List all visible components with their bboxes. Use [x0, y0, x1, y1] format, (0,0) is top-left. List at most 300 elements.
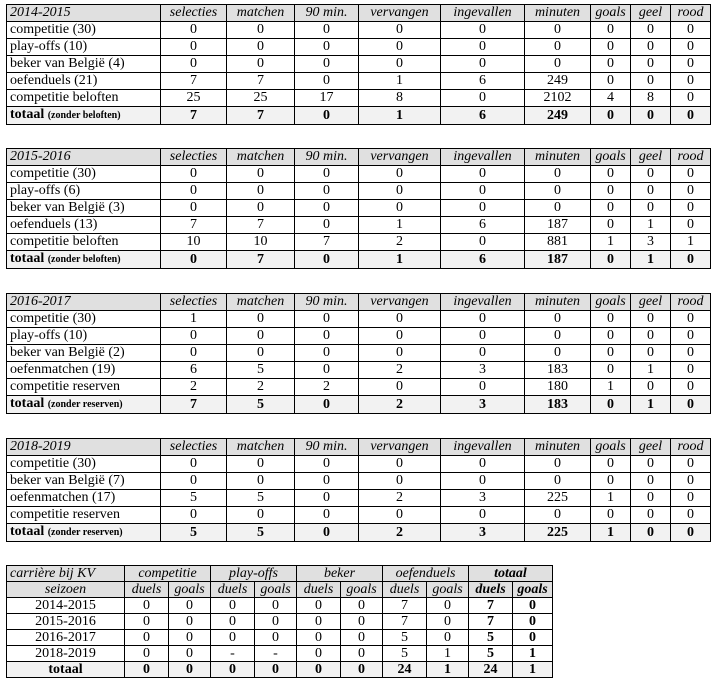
stat-cell: 0	[525, 507, 591, 524]
career-total-cell: 24	[383, 662, 427, 678]
stat-cell: 0	[631, 473, 671, 490]
total-cell: 6	[441, 251, 525, 269]
stat-cell: 0	[227, 22, 295, 39]
career-subheader: duels	[125, 582, 169, 598]
stat-cell: 0	[359, 507, 441, 524]
stat-cell: 0	[671, 456, 711, 473]
career-total-cell: 0	[341, 662, 383, 678]
table-row	[7, 73, 711, 90]
career-season: 2015-2016	[7, 614, 125, 630]
season-title: 2015-2016	[7, 149, 161, 166]
column-header: rood	[671, 294, 711, 311]
career-cell: 0	[169, 614, 211, 630]
career-cell: 0	[125, 614, 169, 630]
career-total-cell: 24	[469, 662, 513, 678]
stat-cell: 0	[671, 200, 711, 217]
stat-cell: 0	[631, 345, 671, 362]
row-label: competitie reserven	[7, 507, 161, 524]
stat-cell: 0	[295, 345, 359, 362]
career-cell: 0	[125, 598, 169, 614]
stat-cell: 2102	[525, 90, 591, 107]
row-label: oefenmatchen (19)	[7, 362, 161, 379]
stat-cell: 3	[631, 234, 671, 251]
total-label-text: totaal	[10, 251, 45, 266]
career-cell: 5	[469, 630, 513, 646]
column-header: 90 min.	[295, 439, 359, 456]
stat-cell: 0	[441, 166, 525, 183]
career-cell: 5	[383, 630, 427, 646]
stat-cell: 5	[227, 362, 295, 379]
row-label: oefenduels (21)	[7, 73, 161, 90]
total-label	[7, 107, 161, 125]
column-header: goals	[591, 294, 631, 311]
stat-cell: 0	[591, 56, 631, 73]
total-cell: 7	[227, 107, 295, 125]
row-label: competitie reserven	[7, 379, 161, 396]
stat-cell: 0	[591, 456, 631, 473]
stat-cell: 0	[441, 311, 525, 328]
career-subheader-row	[7, 582, 553, 598]
career-subheader: goals	[427, 582, 469, 598]
stat-cell: 2	[359, 362, 441, 379]
stat-cell: 1	[631, 217, 671, 234]
total-cell: 7	[161, 396, 227, 414]
career-cell: -	[255, 646, 297, 662]
stat-cell: 6	[441, 217, 525, 234]
stat-cell: 0	[359, 183, 441, 200]
stat-cell: 0	[671, 166, 711, 183]
total-label-sub: (zonder reserven)	[47, 527, 123, 538]
total-cell: 0	[671, 107, 711, 125]
row-label: play-offs (10)	[7, 39, 161, 56]
stat-cell: 0	[161, 345, 227, 362]
career-group-header: beker	[297, 566, 383, 582]
career-row	[7, 598, 553, 614]
stat-cell: 0	[591, 166, 631, 183]
table-row	[7, 362, 711, 379]
stat-cell: 0	[359, 39, 441, 56]
stat-cell: 0	[631, 311, 671, 328]
stat-cell: 0	[295, 456, 359, 473]
stat-cell: 1	[591, 234, 631, 251]
total-label	[7, 524, 161, 542]
stat-cell: 10	[227, 234, 295, 251]
stat-cell: 0	[525, 311, 591, 328]
stat-cell: 7	[295, 234, 359, 251]
row-label: play-offs (10)	[7, 328, 161, 345]
total-row	[7, 524, 711, 542]
stat-cell: 2	[161, 379, 227, 396]
season-header-row	[7, 5, 711, 22]
column-header: minuten	[525, 294, 591, 311]
stat-cell: 0	[359, 345, 441, 362]
stat-cell: 0	[671, 379, 711, 396]
column-header: ingevallen	[441, 294, 525, 311]
stat-cell: 0	[591, 22, 631, 39]
career-cell: 1	[513, 646, 553, 662]
stat-cell: 0	[631, 56, 671, 73]
total-cell: 1	[359, 107, 441, 125]
career-cell: 0	[169, 598, 211, 614]
career-group-header: totaal	[469, 566, 553, 582]
career-cell: 1	[427, 646, 469, 662]
career-cell: 7	[469, 598, 513, 614]
season-title: 2014-2015	[7, 5, 161, 22]
career-subheader: goals	[513, 582, 553, 598]
stat-cell: 0	[227, 166, 295, 183]
stat-cell: 0	[295, 490, 359, 507]
total-cell: 0	[671, 524, 711, 542]
column-header: minuten	[525, 5, 591, 22]
stat-cell: 8	[359, 90, 441, 107]
stat-cell: 0	[295, 183, 359, 200]
career-total-row	[7, 662, 553, 678]
total-cell: 0	[295, 107, 359, 125]
career-total-cell: 0	[255, 662, 297, 678]
career-season: 2018-2019	[7, 646, 125, 662]
stat-cell: 0	[161, 328, 227, 345]
stat-cell: 0	[359, 166, 441, 183]
total-row	[7, 396, 711, 414]
stat-cell: 0	[441, 456, 525, 473]
stat-cell: 0	[295, 22, 359, 39]
total-cell: 0	[591, 107, 631, 125]
stat-cell: 0	[591, 200, 631, 217]
column-header: 90 min.	[295, 149, 359, 166]
season-table-2016-2017	[6, 293, 711, 414]
column-header: matchen	[227, 149, 295, 166]
table-row	[7, 217, 711, 234]
row-label: play-offs (6)	[7, 183, 161, 200]
stat-cell: 0	[161, 473, 227, 490]
career-cell: 0	[341, 614, 383, 630]
total-label-text: totaal	[10, 524, 45, 539]
career-title: carrière bij KV	[7, 566, 125, 582]
stat-cell: 0	[227, 39, 295, 56]
stat-cell: 0	[591, 328, 631, 345]
stat-cell: 0	[671, 22, 711, 39]
stat-cell: 17	[295, 90, 359, 107]
career-cell: 0	[211, 598, 255, 614]
career-cell: 0	[427, 630, 469, 646]
total-cell: 1	[631, 251, 671, 269]
career-cell: 5	[469, 646, 513, 662]
row-label: competitie (30)	[7, 22, 161, 39]
total-label-sub: (zonder beloften)	[47, 110, 121, 121]
total-cell: 5	[161, 524, 227, 542]
stat-cell: 0	[631, 507, 671, 524]
column-header: matchen	[227, 294, 295, 311]
table-row	[7, 90, 711, 107]
column-header: selecties	[161, 5, 227, 22]
stat-cell: 0	[359, 456, 441, 473]
stat-cell: 0	[295, 311, 359, 328]
total-cell: 225	[525, 524, 591, 542]
stat-cell: 0	[591, 183, 631, 200]
career-row	[7, 630, 553, 646]
stat-cell: 3	[441, 490, 525, 507]
stat-cell: 0	[631, 379, 671, 396]
stat-cell: 0	[227, 56, 295, 73]
total-cell: 1	[359, 251, 441, 269]
stat-cell: 0	[227, 456, 295, 473]
column-header: selecties	[161, 439, 227, 456]
career-row	[7, 614, 553, 630]
career-subheader: goals	[169, 582, 211, 598]
stat-cell: 0	[591, 362, 631, 379]
career-subheader: duels	[383, 582, 427, 598]
stat-cell: 0	[441, 22, 525, 39]
stat-cell: 0	[441, 56, 525, 73]
career-cell: 0	[255, 614, 297, 630]
stat-cell: 0	[441, 183, 525, 200]
season-header-row	[7, 439, 711, 456]
career-cell: 7	[383, 614, 427, 630]
total-label-sub: (zonder reserven)	[47, 399, 123, 410]
column-header: minuten	[525, 149, 591, 166]
career-total-cell: 1	[427, 662, 469, 678]
total-row	[7, 251, 711, 269]
column-header: goals	[591, 149, 631, 166]
column-header: geel	[631, 294, 671, 311]
column-header: goals	[591, 439, 631, 456]
career-cell: 0	[513, 614, 553, 630]
stat-cell: 2	[227, 379, 295, 396]
stat-cell: 0	[295, 362, 359, 379]
table-row	[7, 473, 711, 490]
stat-cell: 0	[161, 456, 227, 473]
table-row	[7, 56, 711, 73]
stat-cell: 0	[525, 22, 591, 39]
stat-cell: 0	[631, 183, 671, 200]
total-cell: 0	[631, 524, 671, 542]
total-cell: 7	[161, 107, 227, 125]
career-total-cell: 0	[169, 662, 211, 678]
stat-cell: 0	[441, 379, 525, 396]
stat-cell: 0	[525, 166, 591, 183]
row-label: competitie beloften	[7, 90, 161, 107]
stat-cell: 0	[227, 328, 295, 345]
stat-cell: 0	[359, 200, 441, 217]
column-header: rood	[671, 5, 711, 22]
career-cell: 0	[255, 630, 297, 646]
career-season: 2016-2017	[7, 630, 125, 646]
total-cell: 249	[525, 107, 591, 125]
career-subheader: duels	[211, 582, 255, 598]
stat-cell: 0	[161, 22, 227, 39]
column-header: rood	[671, 439, 711, 456]
stat-cell: 6	[161, 362, 227, 379]
column-header: selecties	[161, 149, 227, 166]
total-cell: 0	[161, 251, 227, 269]
career-total-cell: 1	[513, 662, 553, 678]
stat-cell: 187	[525, 217, 591, 234]
stat-cell: 0	[671, 473, 711, 490]
stat-cell: 1	[631, 362, 671, 379]
stat-cell: 1	[591, 490, 631, 507]
column-header: 90 min.	[295, 294, 359, 311]
stat-cell: 0	[591, 473, 631, 490]
total-cell: 0	[295, 251, 359, 269]
career-cell: 7	[383, 598, 427, 614]
total-cell: 2	[359, 524, 441, 542]
season-header-row	[7, 149, 711, 166]
stat-cell: 0	[227, 345, 295, 362]
stat-cell: 0	[359, 328, 441, 345]
total-cell: 183	[525, 396, 591, 414]
stat-cell: 8	[631, 90, 671, 107]
career-subheader: goals	[255, 582, 297, 598]
row-label: oefenduels (13)	[7, 217, 161, 234]
stat-cell: 1	[671, 234, 711, 251]
table-row	[7, 39, 711, 56]
stat-cell: 0	[441, 328, 525, 345]
total-label-text: totaal	[10, 396, 45, 411]
total-label-sub: (zonder beloften)	[47, 254, 121, 265]
season-header-row	[7, 294, 711, 311]
stat-cell: 0	[671, 217, 711, 234]
stat-cell: 0	[295, 56, 359, 73]
total-row	[7, 107, 711, 125]
stat-cell: 0	[591, 73, 631, 90]
stat-cell: 0	[671, 362, 711, 379]
total-cell: 0	[295, 524, 359, 542]
stat-cell: 7	[227, 217, 295, 234]
career-cell: 0	[341, 646, 383, 662]
career-cell: 0	[211, 614, 255, 630]
stat-cell: 0	[525, 39, 591, 56]
total-label-text: totaal	[10, 107, 45, 122]
stat-cell: 0	[525, 456, 591, 473]
stat-cell: 7	[161, 217, 227, 234]
total-cell: 0	[671, 251, 711, 269]
stat-cell: 0	[161, 200, 227, 217]
total-cell: 3	[441, 524, 525, 542]
stat-cell: 7	[227, 73, 295, 90]
career-total-cell: 0	[297, 662, 341, 678]
stat-cell: 0	[441, 473, 525, 490]
career-cell: 0	[125, 646, 169, 662]
total-cell: 0	[591, 396, 631, 414]
stat-cell: 0	[671, 183, 711, 200]
stat-cell: 180	[525, 379, 591, 396]
row-label: beker van België (7)	[7, 473, 161, 490]
stat-cell: 0	[525, 328, 591, 345]
stat-cell: 0	[631, 456, 671, 473]
stat-cell: 0	[631, 39, 671, 56]
table-row	[7, 200, 711, 217]
stat-cell: 0	[359, 56, 441, 73]
stat-cell: 0	[295, 507, 359, 524]
career-row	[7, 646, 553, 662]
career-total-label: totaal	[7, 662, 125, 678]
career-group-header: oefenduels	[383, 566, 469, 582]
stat-cell: 0	[295, 473, 359, 490]
table-row	[7, 311, 711, 328]
stat-cell: 0	[671, 90, 711, 107]
column-header: vervangen	[359, 149, 441, 166]
career-subheader: goals	[341, 582, 383, 598]
stat-cell: 0	[631, 22, 671, 39]
row-label: beker van België (4)	[7, 56, 161, 73]
table-row	[7, 456, 711, 473]
total-cell: 5	[227, 524, 295, 542]
total-cell: 0	[295, 396, 359, 414]
stat-cell: 0	[359, 22, 441, 39]
career-subheader: duels	[297, 582, 341, 598]
stat-cell: 0	[295, 200, 359, 217]
season-title: 2016-2017	[7, 294, 161, 311]
stat-cell: 0	[295, 217, 359, 234]
stat-cell: 0	[525, 345, 591, 362]
stat-cell: 0	[295, 328, 359, 345]
stat-cell: 0	[227, 473, 295, 490]
stat-cell: 25	[227, 90, 295, 107]
career-group-row	[7, 566, 553, 582]
stat-cell: 0	[227, 183, 295, 200]
season-table-2018-2019	[6, 438, 711, 542]
career-cell: 0	[297, 598, 341, 614]
column-header: ingevallen	[441, 439, 525, 456]
row-label: oefenmatchen (17)	[7, 490, 161, 507]
stat-cell: 0	[525, 200, 591, 217]
stat-cell: 0	[227, 507, 295, 524]
career-cell: 0	[341, 598, 383, 614]
column-header: geel	[631, 149, 671, 166]
table-row	[7, 328, 711, 345]
career-cell: 0	[297, 646, 341, 662]
stat-cell: 1	[161, 311, 227, 328]
stat-cell: 4	[591, 90, 631, 107]
career-group-header: play-offs	[211, 566, 297, 582]
stat-cell: 0	[671, 39, 711, 56]
stat-cell: 0	[631, 166, 671, 183]
stat-cell: 0	[161, 507, 227, 524]
career-cell: 0	[427, 598, 469, 614]
stat-cell: 1	[591, 379, 631, 396]
stat-cell: 0	[227, 311, 295, 328]
career-cell: 0	[513, 630, 553, 646]
column-header: goals	[591, 5, 631, 22]
row-label: beker van België (3)	[7, 200, 161, 217]
stat-cell: 0	[359, 473, 441, 490]
career-total-cell: 0	[125, 662, 169, 678]
stat-cell: 0	[631, 200, 671, 217]
stat-cell: 0	[671, 328, 711, 345]
stat-cell: 0	[671, 490, 711, 507]
stat-cell: 7	[161, 73, 227, 90]
stat-cell: 0	[525, 183, 591, 200]
column-header: matchen	[227, 439, 295, 456]
stat-cell: 0	[525, 56, 591, 73]
table-row	[7, 345, 711, 362]
stat-cell: 0	[591, 39, 631, 56]
stat-cell: 0	[631, 490, 671, 507]
total-cell: 6	[441, 107, 525, 125]
career-cell: 0	[297, 630, 341, 646]
stat-cell: 10	[161, 234, 227, 251]
stat-cell: 0	[161, 56, 227, 73]
career-cell: 0	[513, 598, 553, 614]
career-total-cell: 0	[211, 662, 255, 678]
column-header: 90 min.	[295, 5, 359, 22]
table-row	[7, 183, 711, 200]
row-label: competitie (30)	[7, 311, 161, 328]
column-header: selecties	[161, 294, 227, 311]
stat-cell: 0	[161, 183, 227, 200]
career-season: 2014-2015	[7, 598, 125, 614]
stat-cell: 2	[359, 490, 441, 507]
